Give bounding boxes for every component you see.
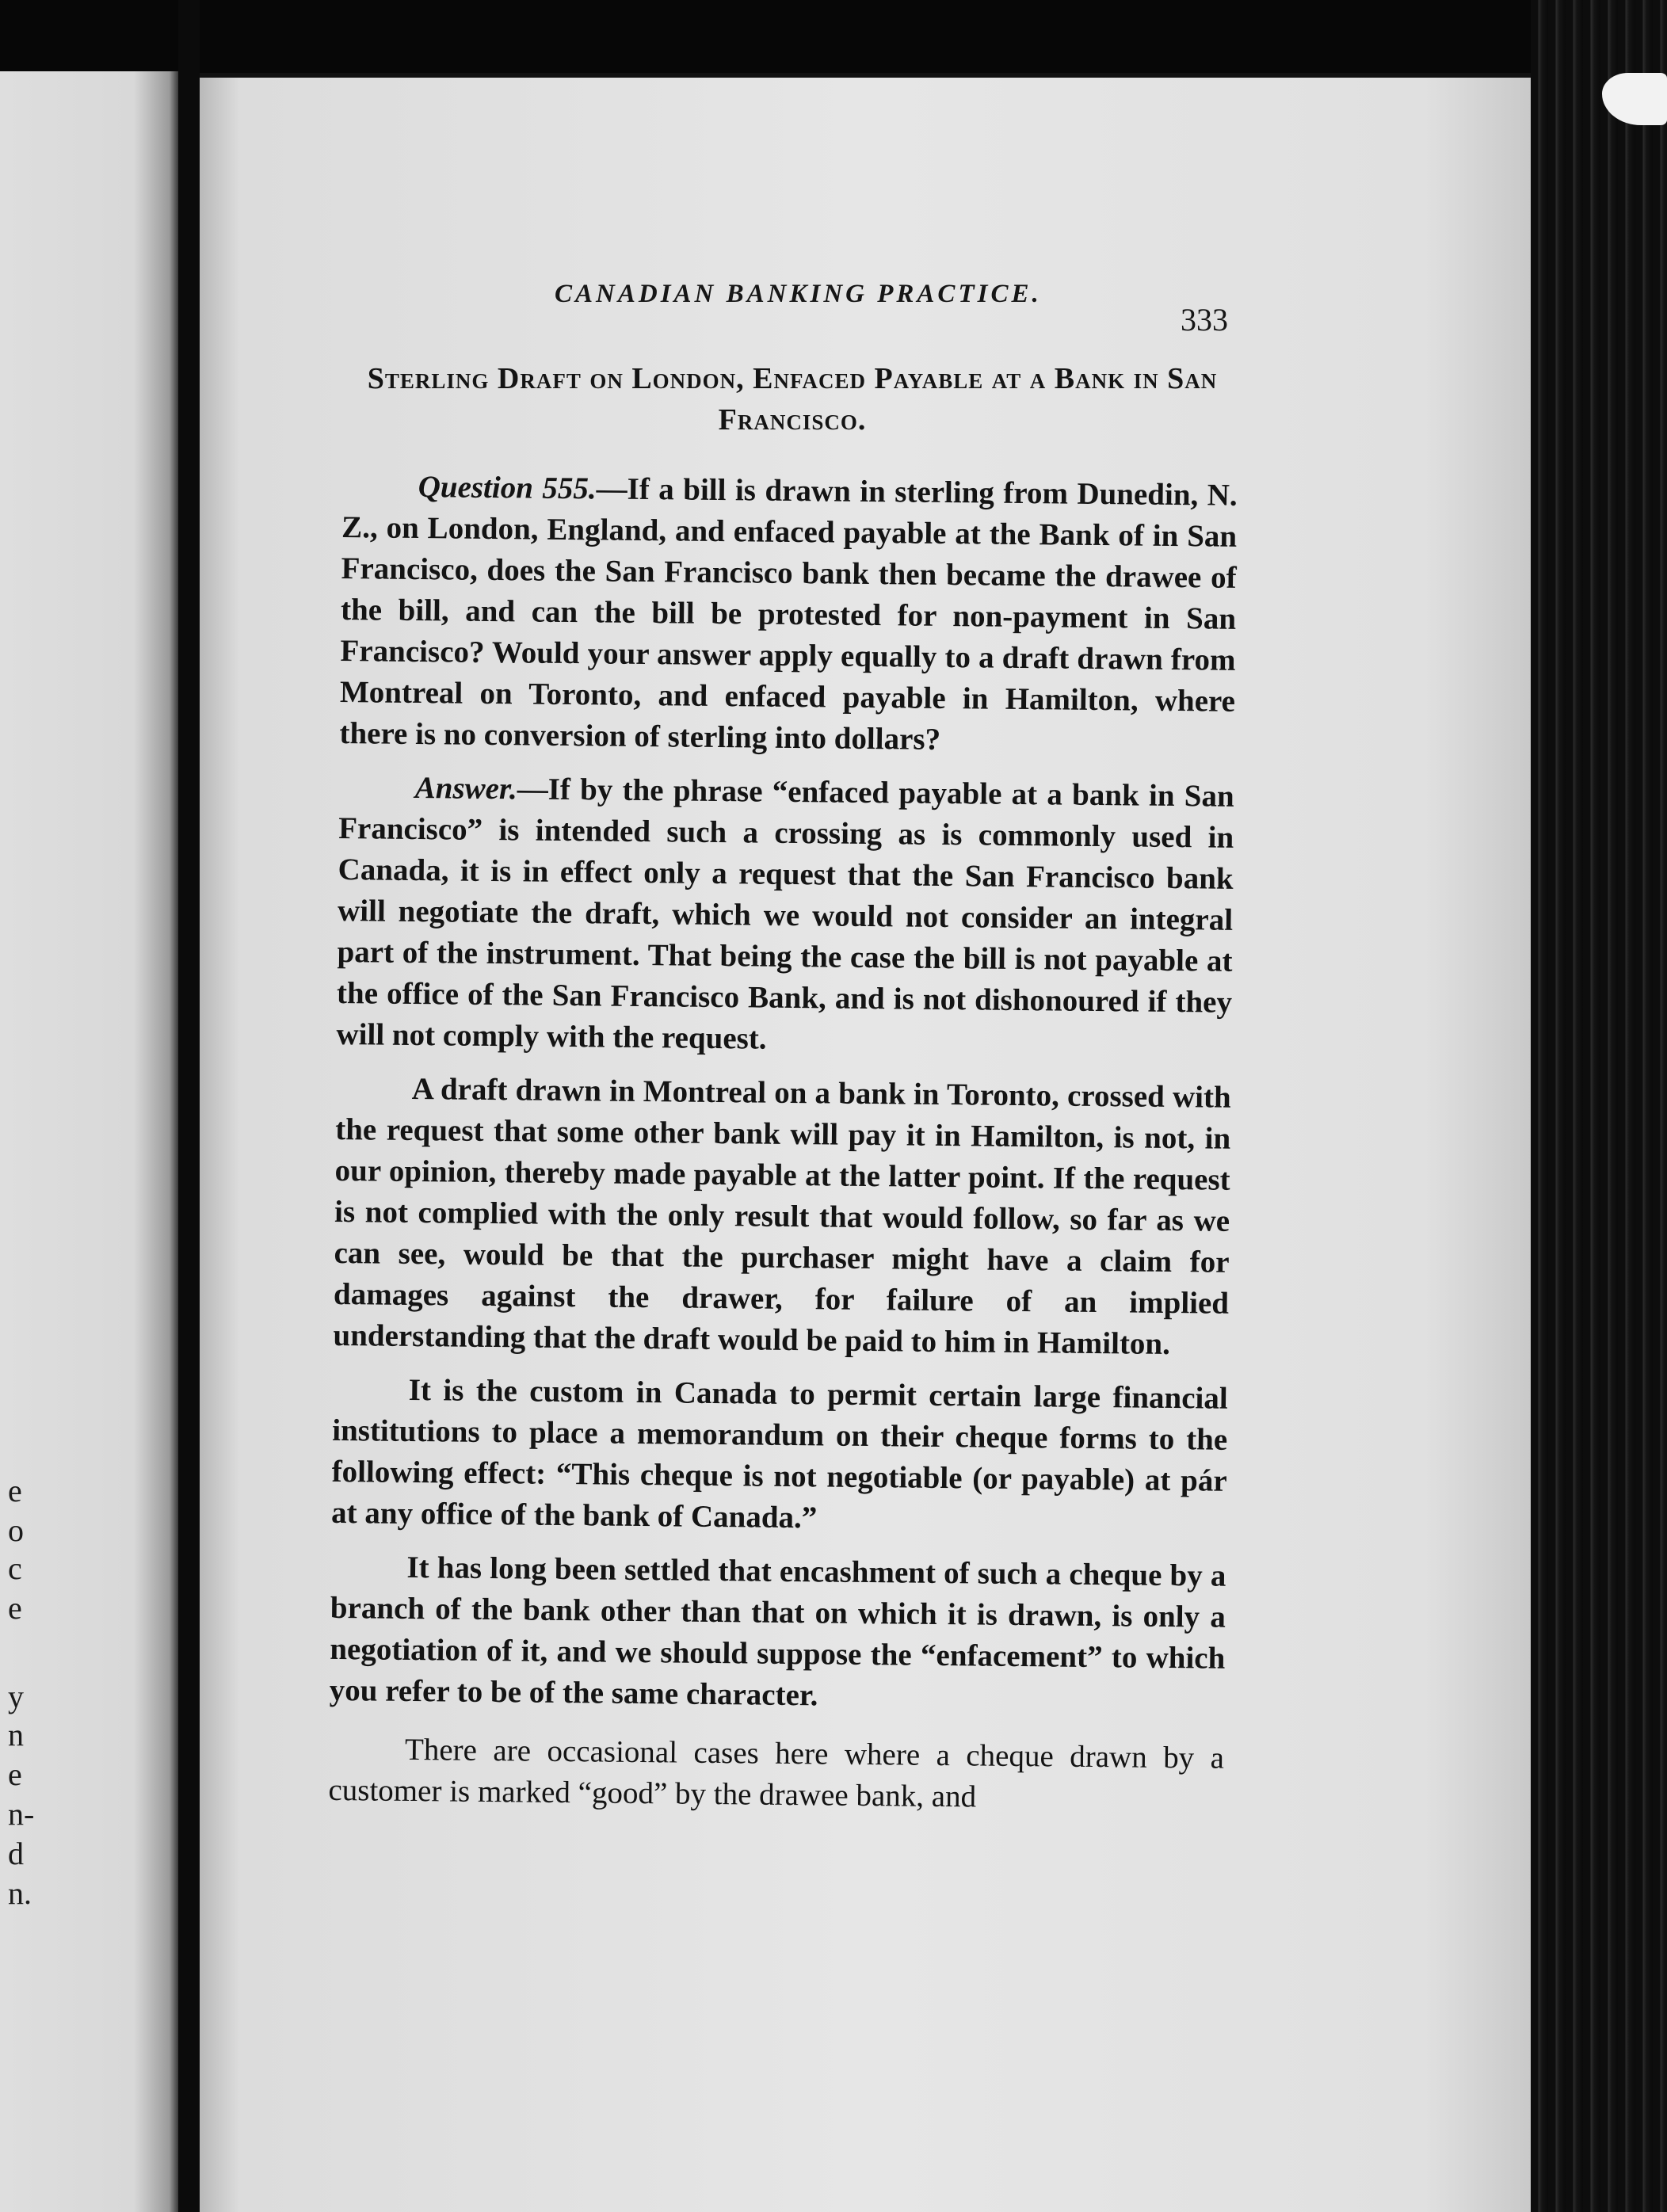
right-page-stack-edge: [1531, 0, 1667, 2212]
left-page-edge: [0, 71, 178, 2212]
page-body: [328, 466, 1238, 1833]
body-paragraph: It has long been settled that encashment of such a cheque by a branch of the bank other than that on which it is drawn, is only a negotiation of it, and we should suppose the “enfacement” to which you refer to be of the same character.: [329, 1550, 1226, 1713]
left-page-fragment: e: [8, 1590, 22, 1626]
left-page-fragment: y: [8, 1679, 24, 1714]
top-scan-border: [0, 0, 1667, 73]
question-label: Question 555.: [418, 470, 597, 506]
page-number: 333: [1181, 302, 1228, 338]
left-page-fragment: n: [8, 1717, 24, 1752]
left-page-fragment: c: [8, 1550, 22, 1586]
left-page-fragment: n.: [8, 1875, 32, 1911]
body-paragraph: A draft drawn in Montreal on a bank in Toronto, crossed with the request that some other bank will pay it in Hamilton, is not, in our opinion, thereby made payable at the latter point. If the request is not complied with the only result that would follow, so far as we can see, would be that the purchaser might have a claim for damages against the drawer, for failure of an implied understanding that the draft would be paid to him in Hamilton.: [333, 1071, 1231, 1362]
running-head: CANADIAN BANKING PRACTICE.: [555, 280, 1042, 308]
left-page-fragment: n-: [8, 1796, 35, 1832]
answer-text: —If by the phrase “enfaced payable at a bank in San Francisco” is intended such a crossing as is commonly used in Canada, it is in effect only a request that the San Francisco bank will negotiate the draft, which we would not consider an integral part of the instrument. That being the case the bill is not payable at the office of the San Francisco Bank, and is not dishonoured if they will not comply with the request.: [336, 772, 1234, 1056]
answer-paragraph: [336, 767, 1234, 1065]
answer-label: Answer.: [414, 770, 517, 807]
left-page-fragment: e: [8, 1473, 22, 1508]
question-text: —If a bill is drawn in sterling from Dunedin, N. Z., on London, England, and enfaced payable at the Bank of in San Francisco, does the San Francisco bank then became the drawee of the bill, and can the bill be protested for non-payment in San Francisco? Would your answer apply equally to a draft drawn from Montreal on Toronto, and enfaced payable in Hamilton, where there is no conversion of sterling into dollars?: [339, 471, 1238, 757]
question-paragraph: [339, 466, 1238, 764]
body-paragraph: There are occasional cases here where a cheque drawn by a customer is marked “good” by the drawee bank, and: [328, 1732, 1225, 1814]
section-heading: Sterling Draft on London, Enfaced Payable at a Bank in San Francisco.: [367, 362, 1218, 437]
book-gutter: [178, 0, 200, 2212]
left-page-fragment: e: [8, 1756, 22, 1792]
body-paragraph: It is the custom in Canada to permit certain large financial institutions to place a memorandum on their cheque forms to the following effect: “This cheque is not negotiable (or payable) at pár at any office of the bank of Canada.”: [330, 1372, 1228, 1535]
left-page-fragment: o: [8, 1512, 24, 1548]
left-page-fragment: d: [8, 1836, 24, 1871]
